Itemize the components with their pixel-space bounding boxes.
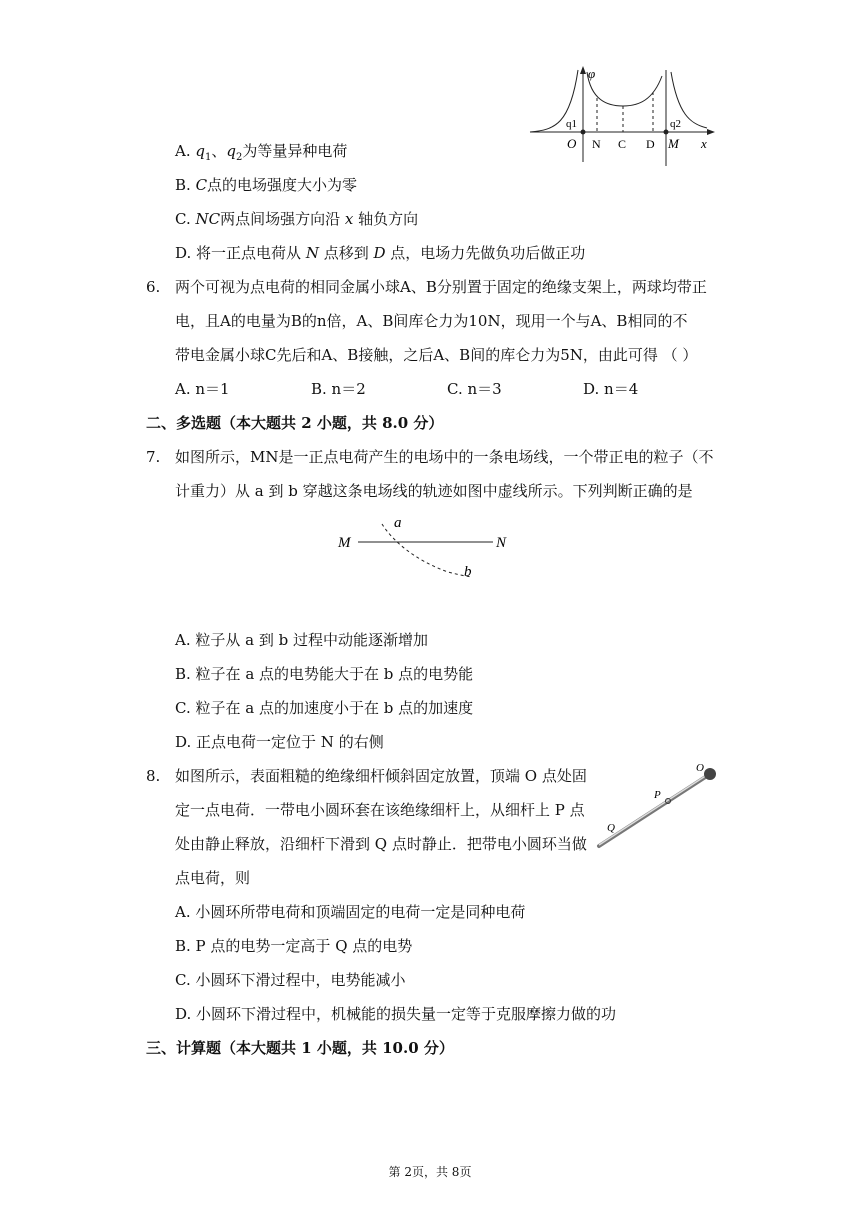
x-label: x bbox=[701, 136, 707, 151]
field-line-trajectory-figure bbox=[330, 510, 530, 585]
q6-option-d: D. n＝4 bbox=[583, 380, 639, 398]
section-heading-multiple-choice: 二、多选题（本大题共 2 小题，共 8.0 分） bbox=[146, 414, 444, 432]
q5-a-sub-2: 2 bbox=[235, 152, 243, 163]
m-point-label: M bbox=[338, 535, 351, 551]
q6-line-1: 两个可视为点电荷的相同金属小球A、B分别置于固定的绝缘支架上，两球均带正 bbox=[175, 278, 707, 296]
n-point-label: N bbox=[496, 535, 507, 551]
q5-d-t1: 将一正点电荷从 bbox=[196, 244, 306, 262]
phi-label: φ bbox=[588, 66, 596, 81]
q8-line-1: 如图所示，表面粗糙的绝缘细杆倾斜固定放置，顶端 O 点处固 bbox=[175, 767, 587, 785]
q5-c-rest: 轴负方向 bbox=[353, 210, 419, 228]
q7-option-c: C. 粒子在 a 点的加速度小于在 b 点的加速度 bbox=[175, 699, 474, 717]
q1-label: q1 bbox=[566, 118, 577, 130]
q5-a-var-q2: q bbox=[226, 142, 236, 160]
q5-d-var-d: D bbox=[373, 244, 386, 262]
q5-option-c-label: C. bbox=[175, 210, 196, 228]
page-footer: 第 2页，共 8页 bbox=[388, 1165, 472, 1179]
fixed-charge-ball bbox=[704, 768, 716, 780]
q7-number: 7. bbox=[146, 448, 161, 466]
inclined-rod bbox=[599, 776, 707, 846]
q8-number: 8. bbox=[146, 767, 161, 785]
x-axis-arrow bbox=[707, 129, 715, 135]
q7-option-b: B. 粒子在 a 点的电势能大于在 b 点的电势能 bbox=[175, 665, 474, 683]
q5-a-sub-1: 1 bbox=[204, 152, 212, 163]
q5-b-var: C bbox=[195, 176, 208, 194]
q1-dot bbox=[581, 130, 586, 135]
o-label: O bbox=[567, 136, 577, 151]
inclined-rod-highlight bbox=[599, 775, 707, 845]
q6-option-a: A. n＝1 bbox=[175, 380, 230, 398]
q5-a-rest: 为等量异种电荷 bbox=[242, 142, 348, 160]
q7-option-d: D. 正点电荷一定位于 N 的右侧 bbox=[175, 733, 384, 751]
q8-line-3: 处由静止释放，沿细杆下滑到 Q 点时静止．把带电小圆环当做 bbox=[175, 835, 587, 853]
q5-c-var: NC bbox=[195, 210, 221, 228]
inclined-rod-figure bbox=[595, 760, 730, 855]
q5-option-c bbox=[175, 209, 418, 229]
q8-option-b: B. P 点的电势一定高于 Q 点的电势 bbox=[175, 937, 413, 955]
c-label: C bbox=[618, 137, 627, 151]
q5-option-a bbox=[175, 141, 347, 168]
q5-c-x: x bbox=[344, 210, 354, 228]
potential-curve-middle bbox=[587, 72, 662, 106]
q8-line-2: 定一点电荷．一带电小圆环套在该绝缘细杆上，从细杆上 P 点 bbox=[175, 801, 585, 819]
m-label: M bbox=[668, 136, 679, 151]
q2-dot bbox=[664, 130, 669, 135]
q5-option-b-label: B. bbox=[175, 176, 196, 194]
q6-option-b: B. n＝2 bbox=[311, 380, 366, 398]
potential-graph-figure bbox=[525, 62, 720, 172]
p-point-label: P bbox=[654, 789, 661, 801]
q-point-label: Q bbox=[607, 822, 615, 834]
q5-d-t3: 点，电场力先做负功后做正功 bbox=[385, 244, 586, 262]
section-heading-calculation: 三、计算题（本大题共 1 小题，共 10.0 分） bbox=[146, 1039, 454, 1057]
q5-option-a-label: A. bbox=[175, 142, 196, 160]
q5-a-sep: 、 bbox=[211, 142, 227, 160]
q5-option-b bbox=[175, 175, 357, 195]
q8-option-a: A. 小圆环所带电荷和顶端固定的电荷一定是同种电荷 bbox=[175, 903, 526, 921]
q2-label: q2 bbox=[670, 118, 681, 130]
q6-line-3: 带电金属小球C先后和A、B接触，之后A、B间的库仑力为5N，由此可得 （ ） bbox=[175, 346, 698, 364]
q5-b-rest: 点的电场强度大小为零 bbox=[207, 176, 358, 194]
q8-option-d: D. 小圆环下滑过程中，机械能的损失量一定等于克服摩擦力做的功 bbox=[175, 1005, 617, 1023]
a-point-label: a bbox=[394, 515, 402, 531]
q6-line-2: 电，且A的电量为B的n倍，A、B间库仑力为10N，现用一个与A、B相同的不 bbox=[175, 312, 688, 330]
y-axis-arrow bbox=[580, 66, 586, 74]
q7-line-1: 如图所示，MN是一正点电荷产生的电场中的一条电场线，一个带正电的粒子（不 bbox=[175, 448, 714, 466]
q8-option-c: C. 小圆环下滑过程中，电势能减小 bbox=[175, 971, 406, 989]
q8-line-4: 点电荷，则 bbox=[175, 869, 251, 887]
d-label: D bbox=[646, 137, 655, 151]
q5-a-var-q1: q bbox=[195, 142, 205, 160]
q5-d-t2: 点移到 bbox=[318, 244, 374, 262]
q6-number: 6. bbox=[146, 278, 161, 296]
q5-option-d bbox=[175, 243, 585, 263]
q7-line-2: 计重力）从 a 到 b 穿越这条电场线的轨迹如图中虚线所示。下列判断正确的是 bbox=[175, 482, 693, 500]
q7-option-a: A. 粒子从 a 到 b 过程中动能逐渐增加 bbox=[175, 631, 428, 649]
n-label: N bbox=[592, 137, 601, 151]
q5-option-d-label: D. bbox=[175, 244, 197, 262]
q5-c-mid: 两点间场强方向沿 bbox=[220, 210, 345, 228]
b-point-label: b bbox=[464, 564, 472, 580]
o-point-label: O bbox=[696, 762, 704, 774]
q6-option-c: C. n＝3 bbox=[447, 380, 502, 398]
q5-d-var-n: N bbox=[305, 244, 319, 262]
trajectory-dashed-curve bbox=[382, 524, 472, 577]
